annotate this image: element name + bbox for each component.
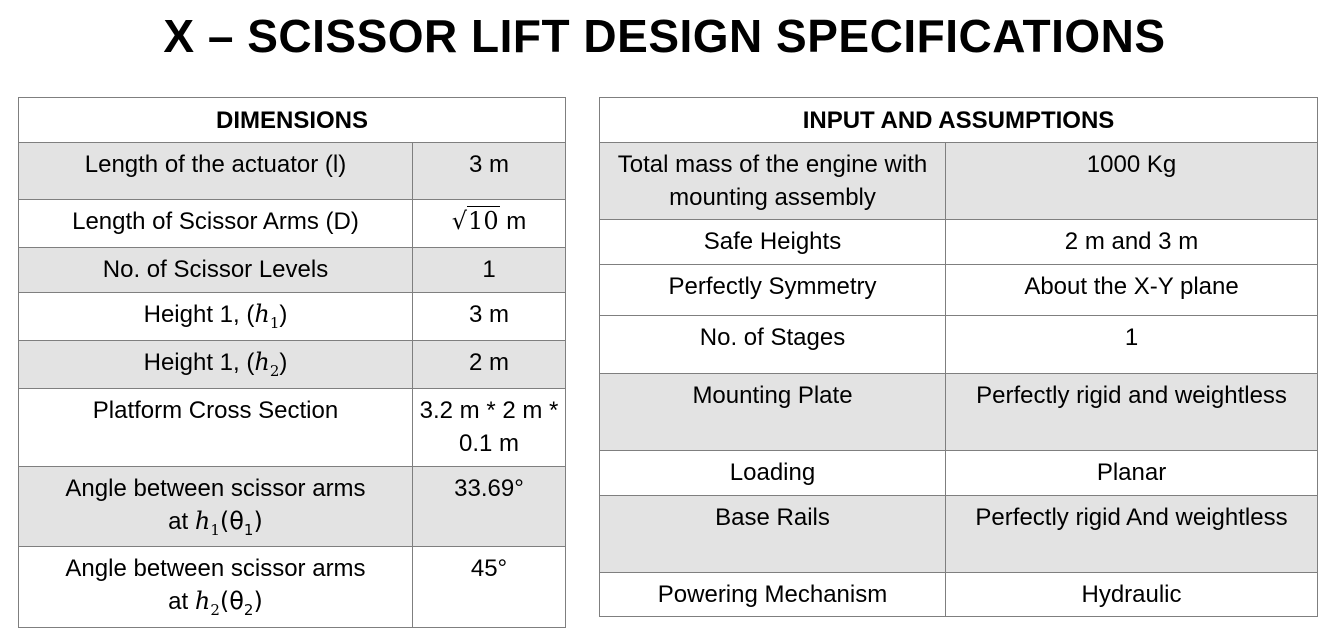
row-label: Height 1, $(h_2)$	[19, 340, 413, 388]
row-label: No. of Scissor Levels	[19, 248, 413, 293]
row-label: Powering Mechanism	[600, 573, 946, 617]
inputs-header: INPUT AND ASSUMPTIONS	[600, 98, 1318, 143]
row-value: About the X-Y plane	[946, 265, 1318, 316]
row-label: Angle between scissor arms at $h_2(\theta_2)$	[19, 547, 413, 628]
row-label: No. of Stages	[600, 316, 946, 374]
row-value: Hydraulic	[946, 573, 1318, 617]
value-unit: m	[499, 208, 527, 235]
table-row	[19, 143, 566, 200]
row-value: 45°	[413, 547, 566, 628]
page-title: X – SCISSOR LIFT DESIGN SPECIFICATIONS	[163, 10, 1166, 62]
row-value: 33.69°	[413, 466, 566, 547]
row-label: Length of Scissor Arms (D)	[19, 200, 413, 248]
table-row	[600, 220, 1318, 265]
row-value: 2 m and 3 m	[946, 220, 1318, 265]
row-value: 1	[946, 316, 1318, 374]
table-row	[19, 248, 566, 293]
dimensions-table	[18, 97, 566, 628]
row-label: Length of the actuator (l)	[19, 143, 413, 200]
row-label: Base Rails	[600, 496, 946, 573]
table-row	[19, 340, 566, 388]
table-row	[19, 200, 566, 248]
row-label: Loading	[600, 451, 946, 496]
row-value: 1	[413, 248, 566, 293]
row-label: Platform Cross Section	[19, 388, 413, 466]
row-label: Perfectly Symmetry	[600, 265, 946, 316]
row-value: 3 m	[413, 293, 566, 341]
table-row	[19, 466, 566, 547]
row-label: Safe Heights	[600, 220, 946, 265]
row-value: 1000 Kg	[946, 143, 1318, 220]
table-row	[19, 388, 566, 466]
table-row	[600, 265, 1318, 316]
dimensions-header: DIMENSIONS	[19, 98, 566, 143]
table-row	[600, 496, 1318, 573]
row-value	[413, 200, 566, 248]
row-value: Planar	[946, 451, 1318, 496]
row-value: 3.2 m * 2 m * 0.1 m	[413, 388, 566, 466]
table-row	[600, 573, 1318, 617]
row-label: Total mass of the engine with mounting assembly	[600, 143, 946, 220]
inputs-table	[599, 97, 1318, 617]
table-row	[19, 293, 566, 341]
table-row	[600, 143, 1318, 220]
row-value: 3 m	[413, 143, 566, 200]
row-label: Height 1, $(h_1)$	[19, 293, 413, 341]
table-row	[19, 547, 566, 628]
table-row	[600, 451, 1318, 496]
table-row	[600, 374, 1318, 451]
row-label: Mounting Plate	[600, 374, 946, 451]
table-row	[600, 316, 1318, 374]
row-value: Perfectly rigid And weightless	[946, 496, 1318, 573]
radicand: 10	[468, 207, 499, 235]
row-label: Angle between scissor arms at $h_1(\theta_1)$	[19, 466, 413, 547]
row-value: 2 m	[413, 340, 566, 388]
sqrt-symbol: √	[451, 207, 468, 235]
row-value: Perfectly rigid and weightless	[946, 374, 1318, 451]
